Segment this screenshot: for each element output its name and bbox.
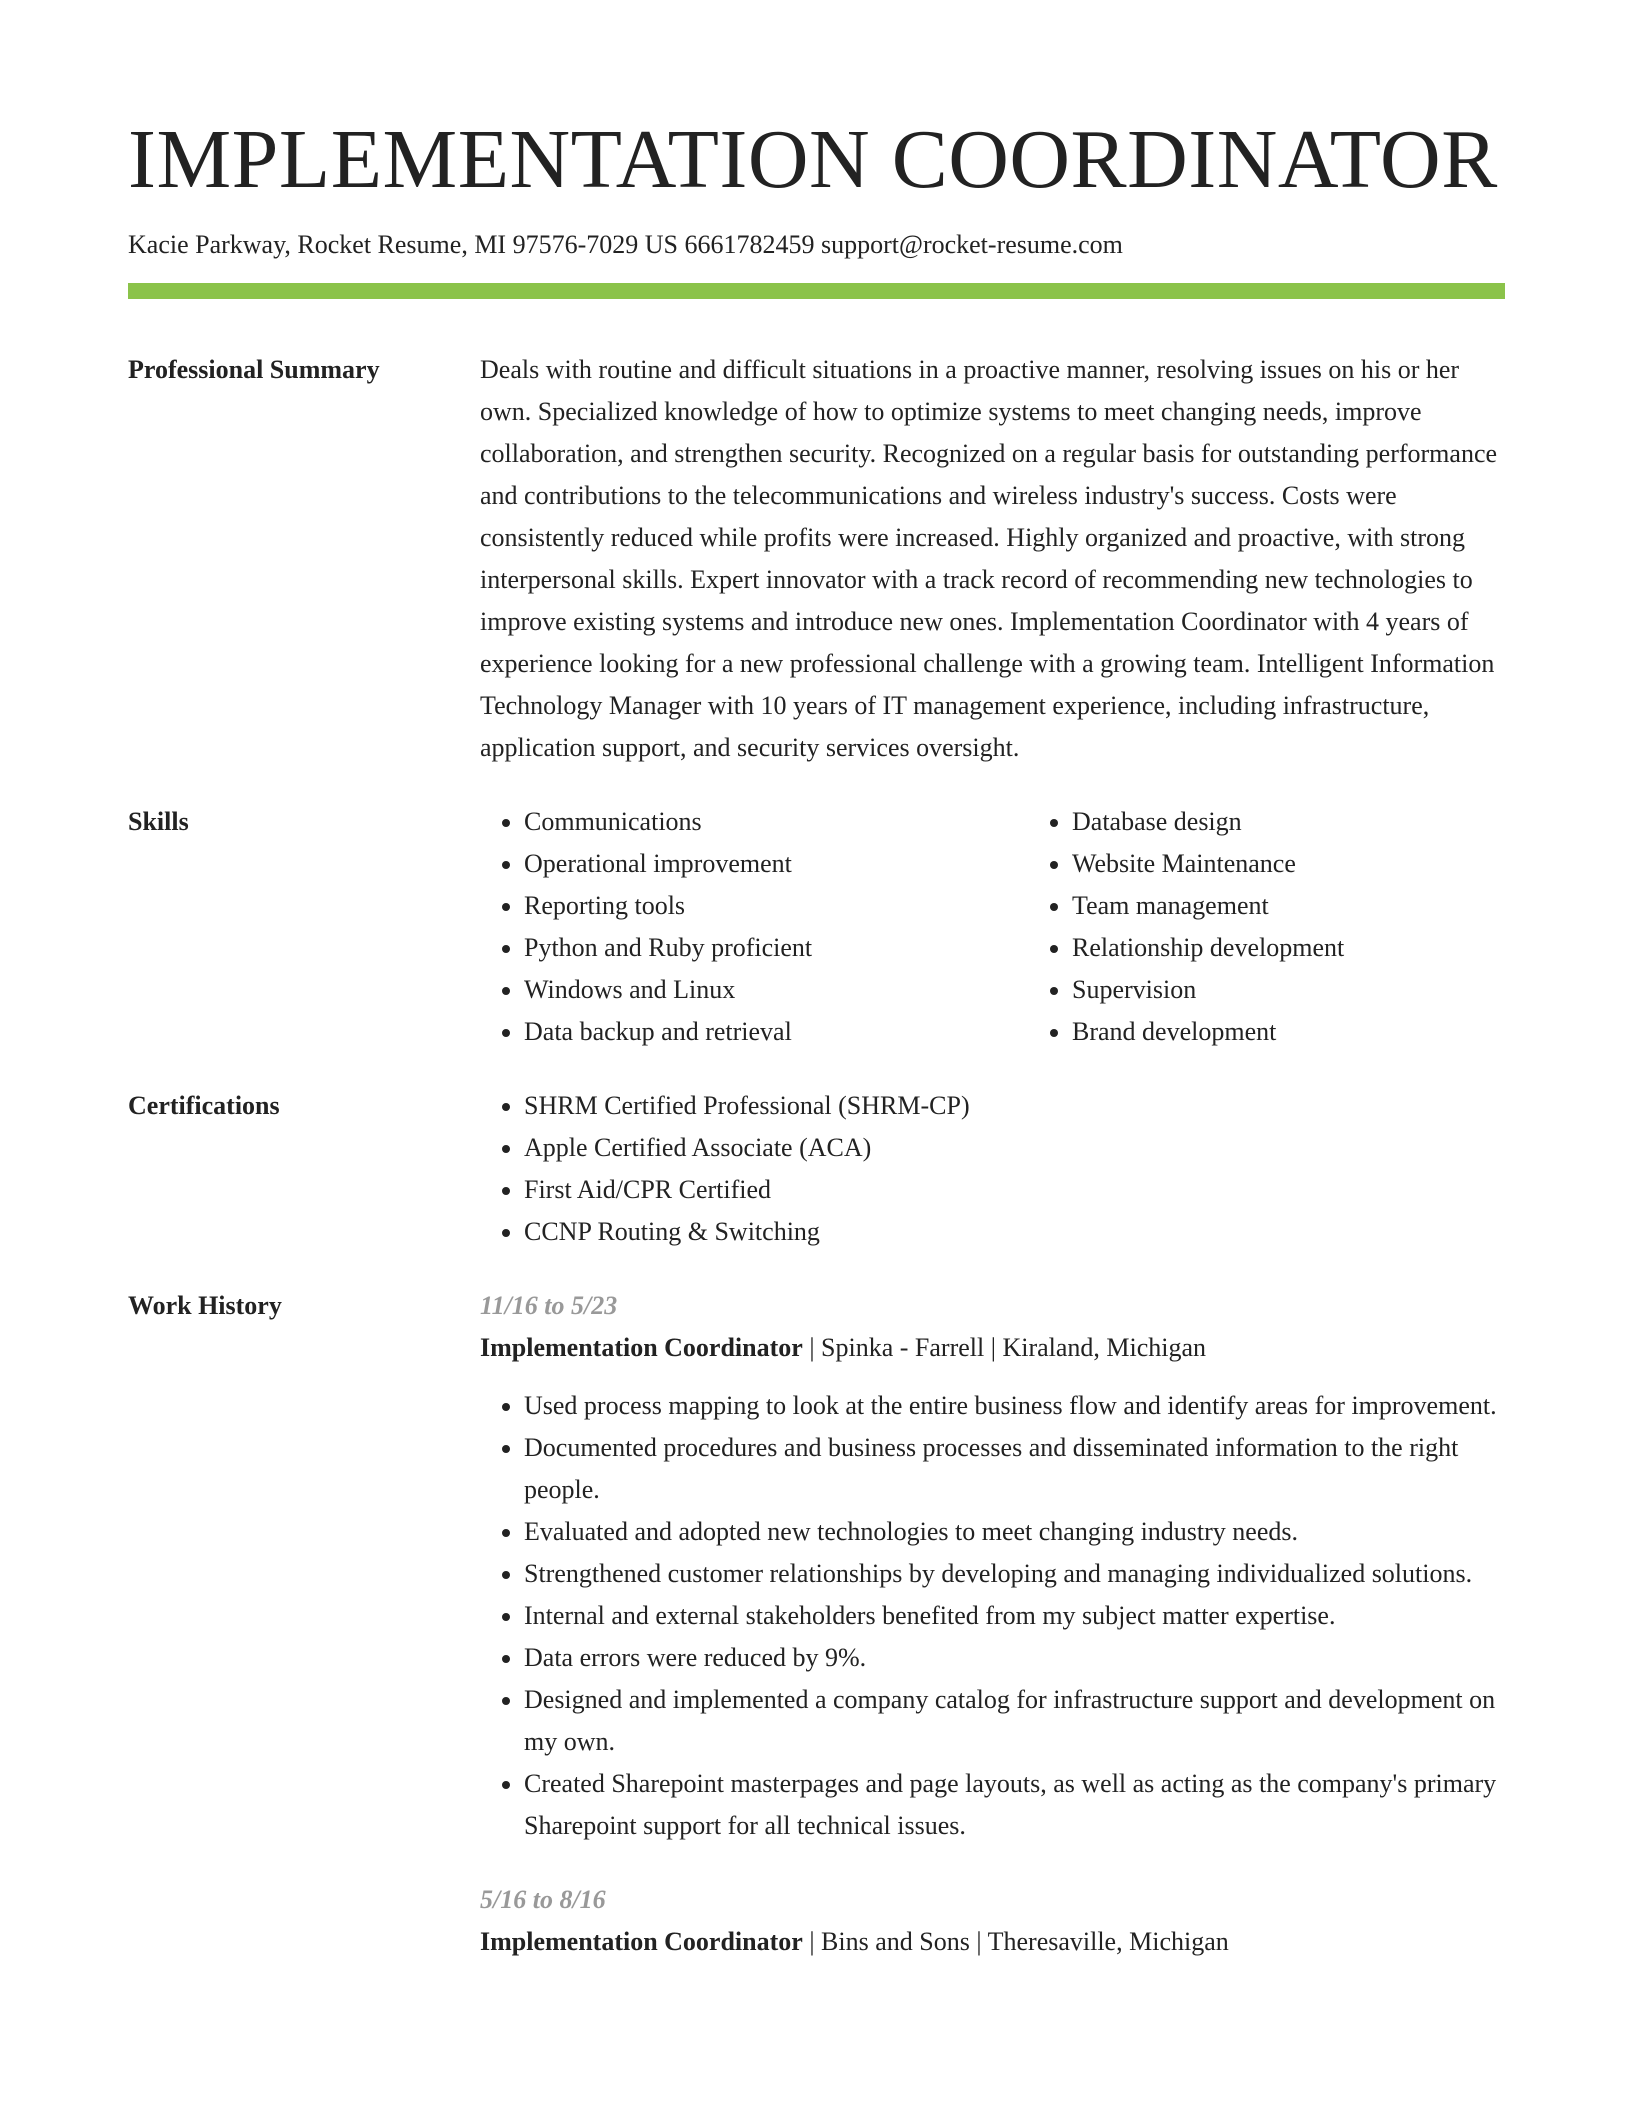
contact-phone: 6661782459 [684, 230, 815, 259]
contact-line [128, 228, 1505, 262]
job-location: Theresaville, Michigan [987, 1927, 1229, 1956]
job-bullet: • Internal and external stakeholders benefited from my subject matter expertise. [524, 1595, 1505, 1637]
skill-item: • Supervision [1072, 969, 1576, 1011]
certification-item: • CCNP Routing & Switching [524, 1211, 1505, 1253]
skills-body [480, 801, 1576, 1053]
skill-item: • Operational improvement [524, 843, 1028, 885]
job-bullet: • Designed and implemented a company catalog for infrastructure support and development on my own. [524, 1679, 1505, 1763]
skill-item: • Python and Ruby proficient [524, 927, 1028, 969]
job-bullet: • Used process mapping to look at the entire business flow and identify areas for improvement. [524, 1385, 1505, 1427]
job-heading: Implementation Coordinator | Bins and Sons | Theresaville, Michigan [480, 1927, 1229, 1956]
contact-address: Kacie Parkway, Rocket Resume, MI 97576-7029 US [128, 230, 678, 259]
summary-heading: Professional Summary [128, 355, 380, 384]
resume-title: IMPLEMENTATION COORDINATOR [128, 113, 1498, 206]
job-dates: 5/16 to 8/16 [480, 1885, 606, 1914]
job-company: Spinka - Farrell [821, 1333, 985, 1362]
job-dates: 11/16 to 5/23 [480, 1291, 618, 1320]
certifications-body [480, 1085, 1505, 1253]
certification-item: • Apple Certified Associate (ACA) [524, 1127, 1505, 1169]
skill-item: • Reporting tools [524, 885, 1028, 927]
skill-item: • Brand development [1072, 1011, 1576, 1053]
skill-item: • Website Maintenance [1072, 843, 1576, 885]
skill-item: • Data backup and retrieval [524, 1011, 1028, 1053]
job-entry [480, 1285, 1505, 1847]
certifications-section [128, 1085, 1505, 1253]
work-history-body [480, 1285, 1505, 1963]
summary-text: Deals with routine and difficult situations in a proactive manner, resolving issues on his or her own. Specialized knowledge of how to optimize systems to meet changing needs, improve collaboration, and strengthen security. Recognized on a regular basis for outstanding performance and contributions to the telecommunications and wireless industry's success. Costs were consistently reduced while profits were increased. Highly organized and proactive, with strong interpersonal skills. Expert innovator with a track record of recommending new technologies to improve existing systems and introduce new ones. Implementation Coordinator with 4 years of experience looking for a new professional challenge with a growing team. Intelligent Information Technology Manager with 10 years of IT management experience, including infrastructure, application support, and security services oversight. [480, 355, 1498, 762]
resume-page [128, 0, 1505, 1963]
skill-item: • Windows and Linux [524, 969, 1028, 1011]
skills-section [128, 801, 1505, 1053]
contact-email[interactable]: support@rocket-resume.com [821, 230, 1123, 259]
skills-heading: Skills [128, 807, 189, 836]
header-divider [128, 283, 1505, 299]
work-history-heading: Work History [128, 1291, 282, 1320]
skills-list-right [1028, 801, 1576, 1053]
certification-item: • First Aid/CPR Certified [524, 1169, 1505, 1211]
job-heading: Implementation Coordinator | Spinka - Farrell | Kiraland, Michigan [480, 1333, 1207, 1362]
job-bullets [480, 1385, 1505, 1847]
job-bullet: • Strengthened customer relationships by developing and managing individualized solutions. [524, 1553, 1505, 1595]
skill-item: • Relationship development [1072, 927, 1576, 969]
summary-section [128, 349, 1505, 769]
job-bullet: • Created Sharepoint masterpages and page layouts, as well as acting as the company's primary Sharepoint support for all technical issues. [524, 1763, 1505, 1847]
summary-body [480, 349, 1505, 769]
job-title: Implementation Coordinator [480, 1333, 803, 1362]
work-history-section [128, 1285, 1505, 1963]
certification-item: • SHRM Certified Professional (SHRM-CP) [524, 1085, 1505, 1127]
job-company: Bins and Sons [821, 1927, 970, 1956]
job-entry [480, 1879, 1505, 1963]
skills-list-left [480, 801, 1028, 1053]
certifications-list [480, 1085, 1505, 1253]
job-bullet: • Evaluated and adopted new technologies to meet changing industry needs. [524, 1511, 1505, 1553]
job-location: Kiraland, Michigan [1002, 1333, 1207, 1362]
job-bullet: • Data errors were reduced by 9%. [524, 1637, 1505, 1679]
job-bullet: • Documented procedures and business processes and disseminated information to the right people. [524, 1427, 1505, 1511]
job-title: Implementation Coordinator [480, 1927, 803, 1956]
skill-item: • Database design [1072, 801, 1576, 843]
skill-item: • Team management [1072, 885, 1576, 927]
skill-item: • Communications [524, 801, 1028, 843]
certifications-heading: Certifications [128, 1091, 280, 1120]
